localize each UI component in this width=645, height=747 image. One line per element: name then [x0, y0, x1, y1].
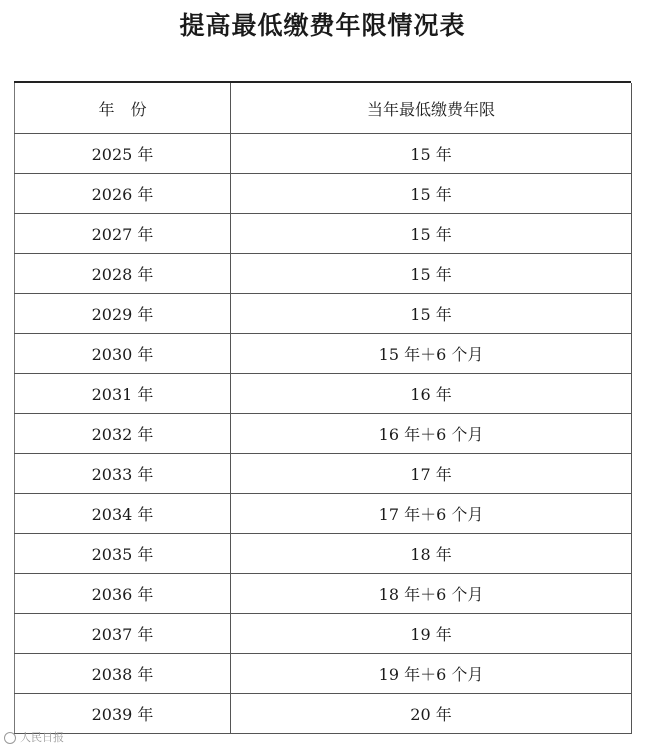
table-row	[15, 414, 632, 454]
year-cell: 2036 年	[15, 574, 231, 614]
table-row	[15, 334, 632, 374]
limit-cell: 18 年＋6 个月	[231, 574, 632, 614]
table-row	[15, 654, 632, 694]
limit-cell: 19 年＋6 个月	[231, 654, 632, 694]
column-header-limit: 当年最低缴费年限	[231, 83, 632, 134]
year-cell: 2026 年	[15, 174, 231, 214]
table-row	[15, 574, 632, 614]
table-header-row	[15, 83, 632, 134]
limit-cell: 18 年	[231, 534, 632, 574]
table-row	[15, 294, 632, 334]
limit-cell: 16 年	[231, 374, 632, 414]
year-cell: 2031 年	[15, 374, 231, 414]
year-cell: 2033 年	[15, 454, 231, 494]
page-title: 提高最低缴费年限情况表	[179, 11, 466, 40]
limit-cell: 19 年	[231, 614, 632, 654]
table-row	[15, 694, 632, 734]
limit-cell: 15 年	[231, 294, 632, 334]
year-cell: 2025 年	[15, 134, 231, 174]
year-cell: 2027 年	[15, 214, 231, 254]
year-cell: 2035 年	[15, 534, 231, 574]
limit-cell: 15 年＋6 个月	[231, 334, 632, 374]
year-cell: 2037 年	[15, 614, 231, 654]
table-row	[15, 454, 632, 494]
year-cell: 2039 年	[15, 694, 231, 734]
watermark-logo-icon	[4, 732, 16, 744]
table-row	[15, 174, 632, 214]
watermark	[4, 729, 64, 745]
table-row	[15, 534, 632, 574]
limit-cell: 17 年＋6 个月	[231, 494, 632, 534]
table-row	[15, 614, 632, 654]
year-cell: 2029 年	[15, 294, 231, 334]
limit-cell: 15 年	[231, 214, 632, 254]
table-row	[15, 494, 632, 534]
table-body	[15, 134, 632, 734]
year-cell: 2030 年	[15, 334, 231, 374]
year-cell: 2034 年	[15, 494, 231, 534]
contribution-limits-table	[14, 83, 632, 734]
year-cell: 2032 年	[15, 414, 231, 454]
table-row	[15, 134, 632, 174]
table-row	[15, 214, 632, 254]
limit-cell: 15 年	[231, 254, 632, 294]
limit-cell: 17 年	[231, 454, 632, 494]
year-cell: 2038 年	[15, 654, 231, 694]
limit-cell: 15 年	[231, 134, 632, 174]
column-header-year: 年 份	[15, 83, 231, 134]
year-cell: 2028 年	[15, 254, 231, 294]
watermark-text: 人民日报	[20, 731, 64, 744]
table-row	[15, 254, 632, 294]
limit-cell: 16 年＋6 个月	[231, 414, 632, 454]
limit-cell: 15 年	[231, 174, 632, 214]
limit-cell: 20 年	[231, 694, 632, 734]
table-row	[15, 374, 632, 414]
